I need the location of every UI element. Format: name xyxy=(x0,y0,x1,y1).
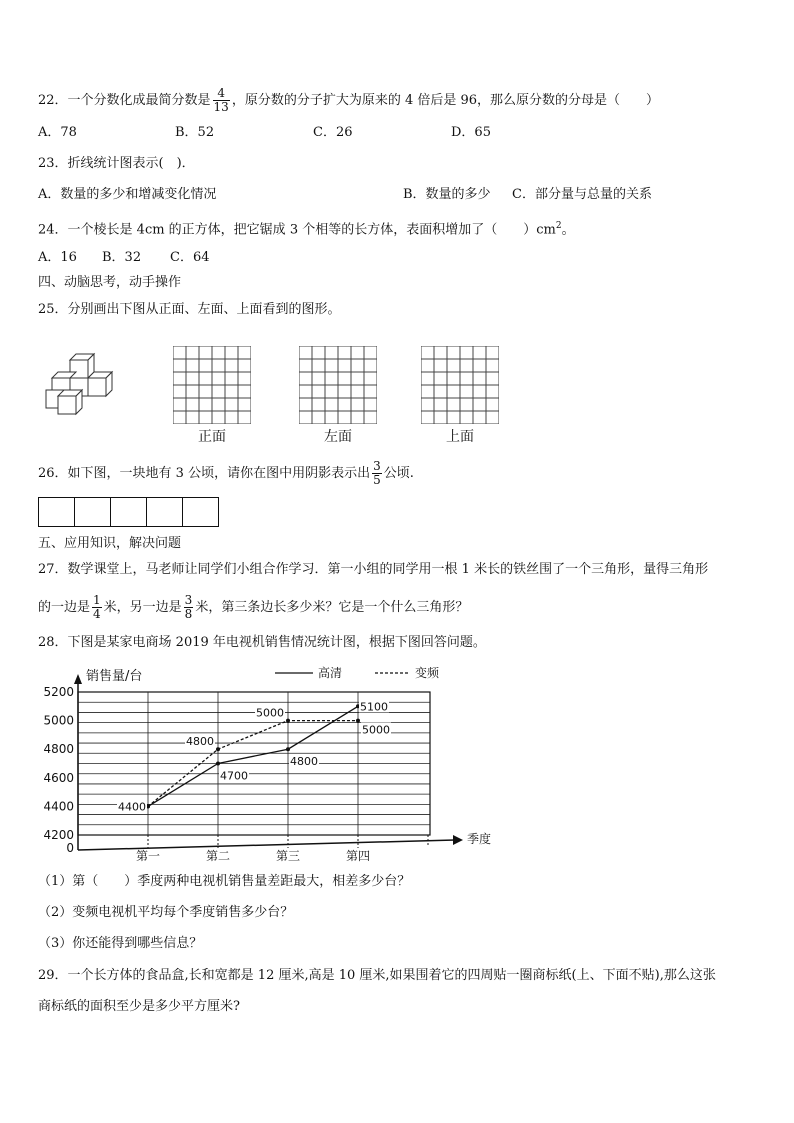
x-axis-arrow xyxy=(453,835,463,845)
data-point xyxy=(286,719,290,723)
land-cell[interactable] xyxy=(147,498,183,526)
fraction: $\frac{3}{8}$ xyxy=(184,593,193,621)
front-view-label: 正面 xyxy=(198,429,226,445)
q28-sub2: （2）变频电视机平均每个季度销售多少台？ xyxy=(38,905,294,920)
left-view-label: 左面 xyxy=(324,429,352,445)
q24-option-a: A．16 xyxy=(38,250,77,265)
land-cell[interactable] xyxy=(183,498,218,526)
land-cell[interactable] xyxy=(39,498,75,526)
section-5-heading: 五、应用知识，解决问题 xyxy=(38,536,182,551)
q24-text: 24．一个棱长是 4cm 的正方体，把它锯成 3 个相等的长方体，表面积增加了（ ）$cm^2$。 xyxy=(38,221,575,238)
data-label: 4800 xyxy=(186,735,214,749)
category-label: 第一 xyxy=(135,849,161,863)
top-view-label: 上面 xyxy=(446,429,474,445)
category-label: 第三 xyxy=(275,849,301,863)
legend-label: 高清 xyxy=(318,666,343,680)
data-label: 5000 xyxy=(362,723,390,737)
land-strip[interactable] xyxy=(38,497,219,527)
y-tick-label: 5000 xyxy=(43,713,74,728)
y-tick-label: 4200 xyxy=(43,828,74,842)
category-label: 第二 xyxy=(205,849,231,863)
y-tick-label: 4400 xyxy=(43,799,74,814)
x-axis-title: 季度 xyxy=(467,832,492,846)
q25-text: 25．分别画出下图从正面、左面、上面看到的图形。 xyxy=(38,302,341,317)
cube-stack-drawing xyxy=(40,350,124,420)
data-label: 4400 xyxy=(118,800,146,814)
q22-option-b: B．52 xyxy=(175,125,215,140)
series-line-gaoqing xyxy=(148,706,358,806)
y-axis-title: 销售量/台 xyxy=(86,669,143,684)
q27-line2: 的一边是 $\frac{1}{4}$ 米，另一边是 $\frac{3}{8}$ 米，第三条边长多少米？它是一个什么三角形？ xyxy=(38,593,469,621)
q23-option-a: A．数量的多少和增减变化情况 xyxy=(38,187,217,202)
section-4-heading: 四、动脑思考，动手操作 xyxy=(38,275,182,290)
q23-text: 23．折线统计图表示( )． xyxy=(38,156,195,171)
q24-option-b: B．32 xyxy=(102,250,142,265)
q29-line1: 29．一个长方体的食品盒,长和宽都是 12 厘米,高是 10 厘米,如果围着它的四周贴一圈商标纸(上、下面不贴),那么这张 xyxy=(38,968,716,983)
q26-line: 26．如下图，一块地有 3 公顷，请你在图中用阴影表示出 $\frac{3}{5}$ 公顷. xyxy=(38,459,414,487)
data-label: 4800 xyxy=(290,755,318,769)
front-view-grid xyxy=(173,346,251,424)
q23-option-b: B．数量的多少 xyxy=(403,187,491,202)
q28-text: 28．下图是某家电商场 2019 年电视机销售情况统计图，根据下图回答问题。 xyxy=(38,635,486,650)
q24-option-c: C．64 xyxy=(170,250,210,265)
top-view-grid xyxy=(421,346,499,424)
land-cell[interactable] xyxy=(111,498,147,526)
fraction: $\frac{4}{13}$ xyxy=(213,86,229,114)
legend-label: 变频 xyxy=(415,666,440,680)
data-point xyxy=(216,747,220,751)
category-label: 第四 xyxy=(345,849,371,863)
q22-option-a: A．78 xyxy=(38,125,77,140)
q22-option-c: C．26 xyxy=(313,125,353,140)
y-axis-arrow xyxy=(74,674,82,684)
data-label: 5000 xyxy=(256,706,284,720)
fraction: $\frac{1}{4}$ xyxy=(93,593,101,621)
data-label: 5100 xyxy=(360,700,388,714)
data-point xyxy=(286,747,290,751)
q27-line1: 27．数学课堂上，马老师让同学们小组合作学习．第一小组的同学用一根 1 米长的铁丝围了一个三角形，量得三角形 xyxy=(38,562,709,577)
q22-option-d: D．65 xyxy=(451,125,491,140)
y-tick-label: 4800 xyxy=(43,742,74,757)
q23-option-c: C．部分量与总量的关系 xyxy=(512,187,652,202)
q29-line2: 商标纸的面积至少是多少平方厘米? xyxy=(38,999,240,1014)
q22-line: 22．一个分数化成最简分数是 $\frac{4}{13}$ ，原分数的分子扩大为原来的 4 倍后是 96，那么原分数的分母是（ ） xyxy=(38,86,660,114)
x-axis xyxy=(78,840,455,850)
q28-sub3: （3）你还能得到哪些信息？ xyxy=(38,936,203,951)
data-label: 4700 xyxy=(220,769,248,783)
data-point xyxy=(216,762,220,766)
y-tick-label: 5200 xyxy=(43,685,74,699)
sales-line-chart xyxy=(30,660,500,865)
q28-sub1: （1）第（ ）季度两种电视机销售量差距最大，相差多少台？ xyxy=(38,874,411,889)
data-point xyxy=(356,719,360,723)
y-tick-label: 4600 xyxy=(43,770,74,785)
fraction: $\frac{3}{5}$ xyxy=(373,459,381,487)
y-tick-label: 0 xyxy=(66,841,74,855)
left-view-grid xyxy=(299,346,377,424)
land-cell[interactable] xyxy=(75,498,111,526)
